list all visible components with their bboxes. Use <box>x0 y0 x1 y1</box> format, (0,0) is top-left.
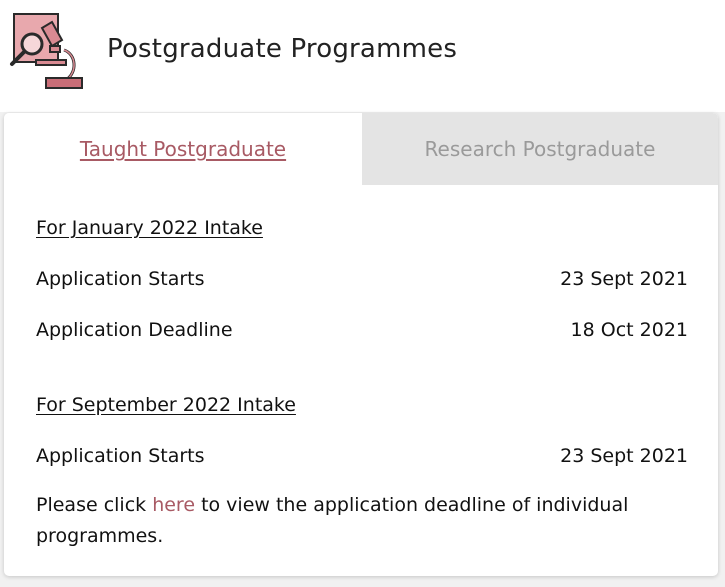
tab-taught-postgraduate[interactable]: Taught Postgraduate <box>4 113 362 185</box>
note-text-after: to view the application deadline of individual programmes. <box>36 494 629 547</box>
row-date: 23 Sept 2021 <box>560 268 688 290</box>
row-date: 18 Oct 2021 <box>570 319 688 341</box>
row-label: Application Starts <box>36 445 205 467</box>
intake-heading-january: For January 2022 Intake <box>36 217 263 239</box>
row-date: 23 Sept 2021 <box>560 445 688 467</box>
intake-heading-september: For September 2022 Intake <box>36 394 296 416</box>
microscope-search-icon <box>6 10 90 94</box>
tab-bar <box>4 113 718 185</box>
intake-row <box>36 445 688 473</box>
deadline-note <box>36 490 636 552</box>
note-text-before: Please click <box>36 494 153 516</box>
programmes-card <box>4 113 718 576</box>
tab-research-postgraduate[interactable]: Research Postgraduate <box>362 113 718 185</box>
page-header <box>0 0 725 112</box>
row-label: Application Starts <box>36 268 205 290</box>
intake-row <box>36 319 688 347</box>
here-link[interactable]: here <box>152 494 196 516</box>
page-title: Postgraduate Programmes <box>107 34 458 64</box>
intake-row <box>36 268 688 296</box>
row-label: Application Deadline <box>36 319 233 341</box>
